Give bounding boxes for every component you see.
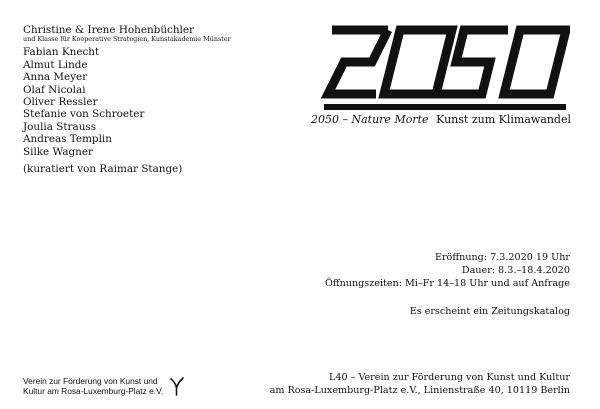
address-line: L40 – Verein zur Förderung von Kunst und Kultur [328, 372, 570, 383]
org-name-line: Verein zur Förderung von Kunst und [23, 376, 158, 386]
tagline-title: 2050 – Nature Morte [311, 113, 429, 126]
opening-hours: Öffnungszeiten: Mi–Fr 14–18 Uhr und auf Anfrage [324, 278, 570, 289]
artist-name: Oliver Ressler [23, 96, 98, 109]
event-info [325, 251, 570, 290]
duration: Dauer: 8.3.–18.4.2020 [461, 265, 570, 276]
artist-name: Stefanie von Schroeter [23, 108, 145, 121]
org-name-line: Kultur am Rosa-Luxemburg-Platz e.V. [23, 386, 164, 397]
artist-name: Silke Wagner [23, 145, 93, 158]
opening-date: Eröffnung: 7.3.2020 19 Uhr [434, 252, 570, 263]
artist-name: Almut Linde [23, 58, 88, 71]
artist-name: Andreas Templin [23, 133, 112, 146]
curator-credit: (kuratiert von Raimar Stange) [23, 163, 183, 176]
address-line: am Rosa-Luxemburg-Platz e.V., Linienstraße 40, 10119 Berlin [269, 385, 570, 397]
logo-2050 [310, 16, 570, 116]
y-mark-icon [169, 376, 185, 396]
org-name [23, 376, 163, 397]
artist-name: Olaf Nicolai [23, 83, 86, 96]
org-logo [23, 376, 185, 397]
artist-name: Anna Meyer [23, 71, 88, 84]
catalog-note: Es erscheint ein Zeitungskatalog [409, 306, 570, 317]
artist-list [23, 24, 231, 175]
artist-name: Christine & Irene Hohenbüchler [23, 24, 194, 36]
artist-note: und Klasse für Kooperative Strategien, Kunstakademie Münster [23, 35, 231, 44]
address-block [270, 371, 570, 398]
artist-name: Fabian Knecht [23, 46, 100, 59]
tagline-subtitle: Kunst zum Klimawandel [436, 113, 571, 126]
artist-name: Joulia Strauss [23, 120, 97, 133]
